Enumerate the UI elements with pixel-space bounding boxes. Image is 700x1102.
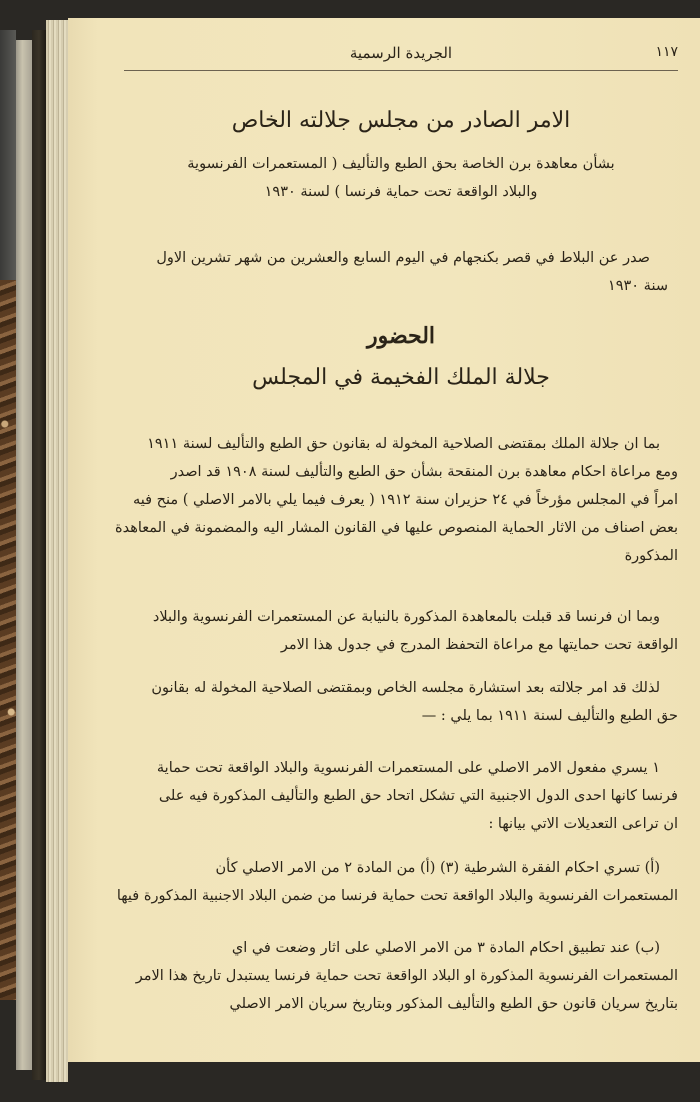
running-head-title: الجريدة الرسمية (349, 44, 453, 62)
paragraph-line: ١ يسري مفعول الامر الاصلي على المستعمرات الفرنسوية والبلاد الواقعة تحت حماية (156, 760, 660, 776)
king-in-council-heading: جلالة الملك الفخيمة في المجلس (252, 365, 550, 390)
book-binding (0, 30, 70, 1070)
order-subtitle (164, 150, 638, 206)
page-content (115, 18, 678, 1062)
paragraph-line: ان تراعى التعديلات الاتي بيانها : (488, 816, 678, 832)
paragraph-line: فرنسا كانها احدى الدول الاجنبية التي تشكل اتحاد حق الطبع والتأليف المذكورة فيه على (158, 788, 678, 804)
paragraph-therefore (124, 674, 678, 730)
marbled-cover (0, 280, 16, 1000)
paragraph-line: المستعمرات الفرنسوية والبلاد الواقعة تحت حماية فرنسا من ضمن البلاد الاجنبية المذكورة فيها (116, 888, 678, 904)
document-page (68, 18, 700, 1062)
paragraph-line: امراً في المجلس مؤرخاً في ٢٤ حزيران سنة ١٩١٢ ( يعرف فيما يلي بالامر الاصلي ) منح فيه (132, 492, 678, 508)
issued-line: صدر عن البلاط في قصر بكنجهام في اليوم السابع والعشرين من شهر تشرين الاول (156, 250, 650, 266)
paragraph-line: المستعمرات الفرنسوية المذكورة او البلاد الواقعة تحت حماية فرنسا يستبدل تاريخ هذا الامر (135, 968, 678, 984)
paragraph-line: بما ان جلالة الملك بمقتضى الصلاحية المخولة له بقانون حق الطبع والتأليف لسنة ١٩١١ (147, 436, 660, 452)
issued-statement (124, 244, 668, 300)
page-stack-edge (16, 40, 32, 1070)
order-title: الامر الصادر من مجلس جلالته الخاص (231, 108, 571, 133)
clause-b (124, 934, 678, 1018)
paragraph-line: الواقعة تحت حمايتها مع مراعاة التحفظ المدرج في جدول هذا الامر (280, 637, 678, 653)
book-cover-edge (0, 30, 16, 280)
paragraph-line: (أ) تسري احكام الفقرة الشرطية (٣) (أ) من المادة ٢ من الامر الاصلي كأن (215, 860, 660, 876)
subtitle-line: والبلاد الواقعة تحت حماية فرنسا ) لسنة ١٩٣٠ (264, 184, 538, 200)
paragraph-line: حق الطبع والتأليف لسنة ١٩١١ بما يلي : — (421, 708, 678, 724)
paragraph-line: وبما ان فرنسا قد قبلت بالمعاهدة المذكورة بالنيابة عن المستعمرات الفرنسوية والبلاد (152, 609, 660, 625)
page-number: ١١٧ (655, 44, 678, 60)
paragraph-line: بتاريخ سريان قانون حق الطبع والتأليف المذكور وبتاريخ سريان الامر الاصلي (229, 996, 678, 1012)
paragraph-line: ومع مراعاة احكام معاهدة برن المنقحة بشأن حق الطبع والتأليف لسنة ١٩٠٨ قد اصدر (170, 464, 678, 480)
paragraph-line: المذكورة (624, 548, 678, 564)
paragraph-whereas-1 (115, 430, 678, 570)
paragraph-line: (ب) عند تطبيق احكام المادة ٣ من الامر الاصلي على اثار وضعت في اي (231, 940, 660, 956)
paragraph-whereas-2 (124, 603, 678, 659)
article-1 (124, 754, 678, 838)
paragraph-line: لذلك قد امر جلالته بعد استشارة مجلسه الخاص وبمقتضى الصلاحية المخولة له بقانون (151, 680, 660, 696)
running-head (124, 40, 678, 70)
subtitle-line: بشأن معاهدة برن الخاصة بحق الطبع والتأليف ( المستعمرات الفرنسوية (187, 156, 615, 172)
page-stack-edge-inner (46, 20, 68, 1082)
clause-a (116, 854, 678, 910)
header-rule (124, 70, 678, 71)
issued-line: سنة ١٩٣٠ (607, 278, 668, 294)
binding-gutter (32, 30, 46, 1080)
presence-heading: الحضور (366, 323, 436, 349)
paragraph-line: بعض اصناف من الاثار الحماية المنصوص عليها في القانون المشار اليه والمضمونة في المعاهدة (115, 520, 678, 536)
